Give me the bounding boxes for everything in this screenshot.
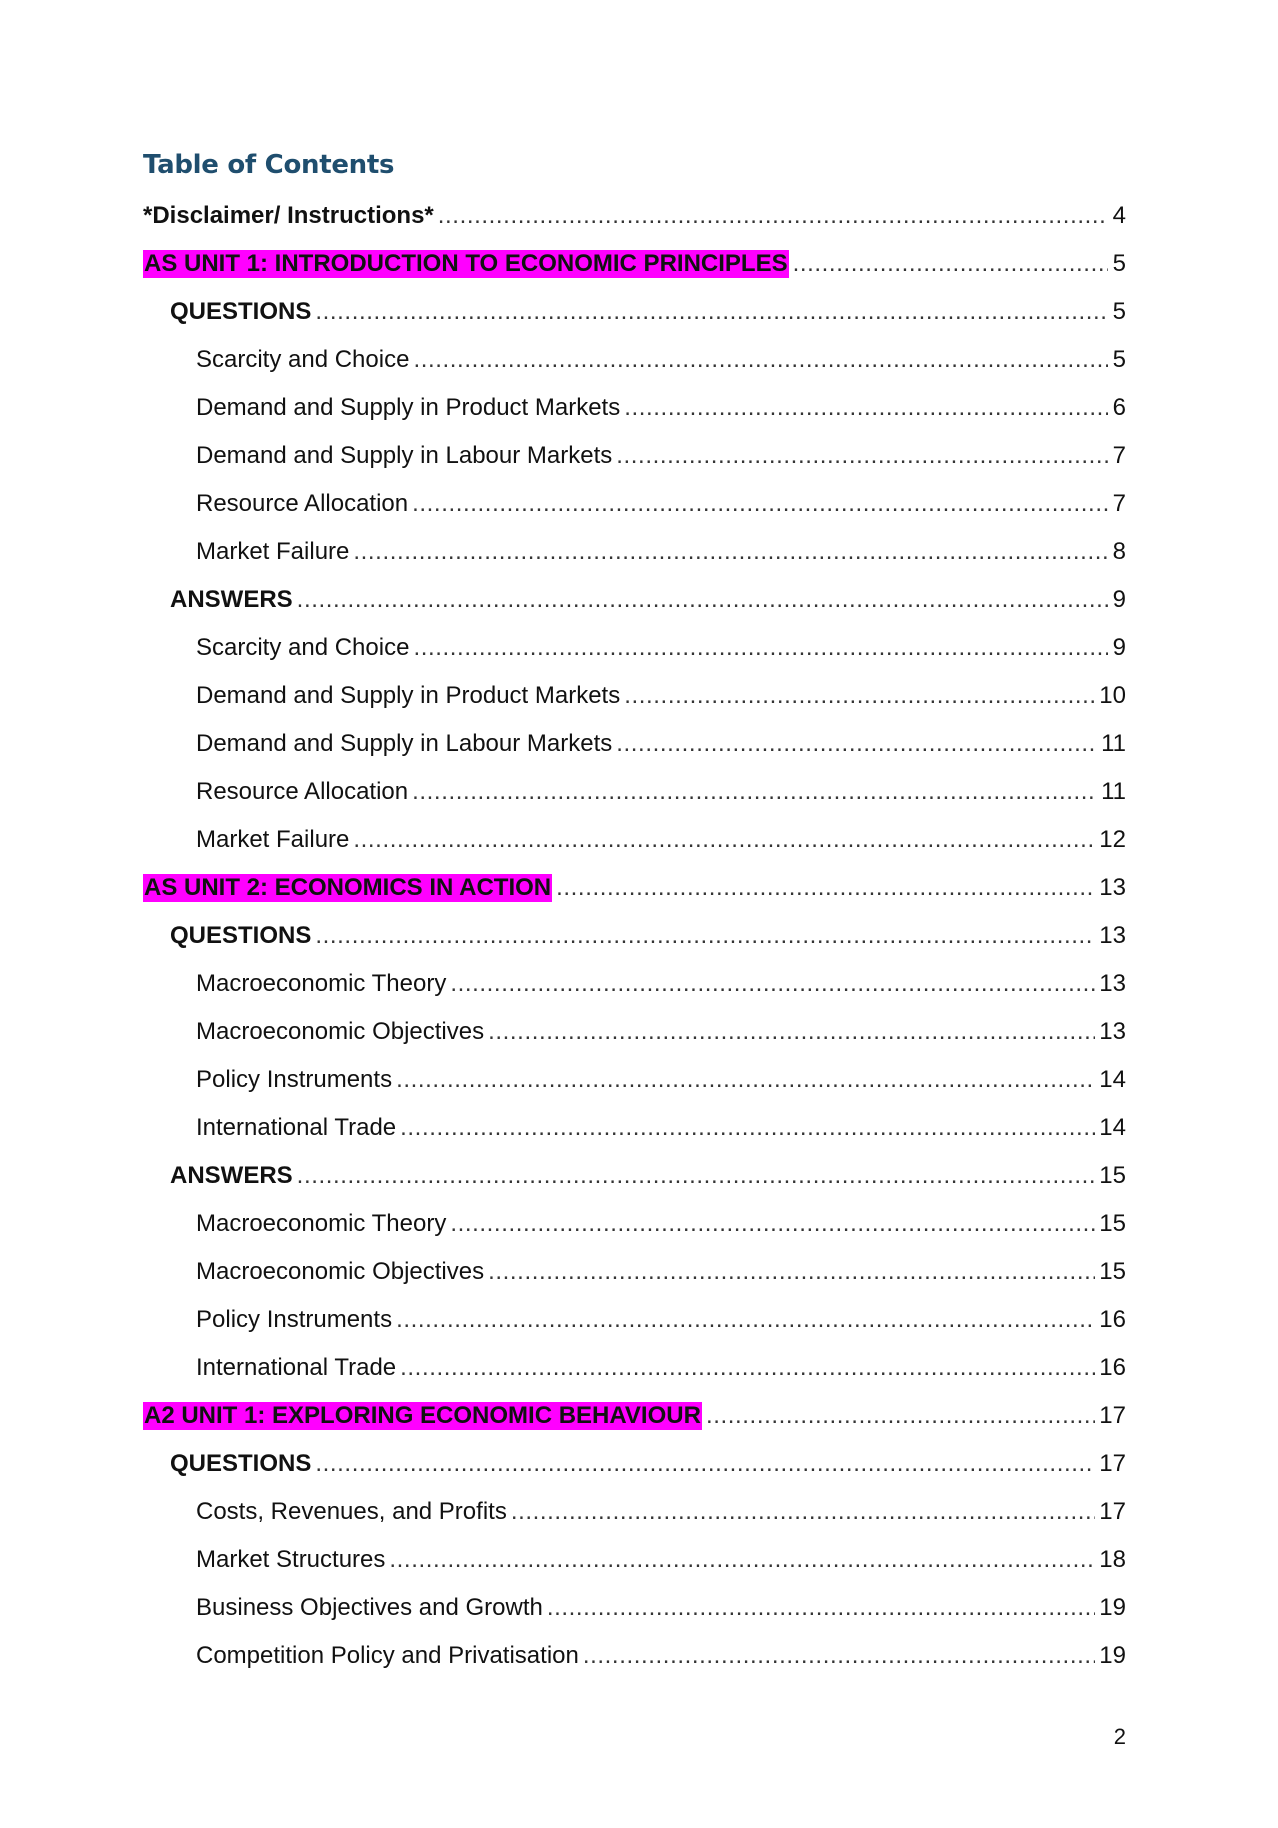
dot-leader [412,490,1108,518]
toc-entry-page: 9 [1112,634,1126,661]
toc-entry-page: 18 [1099,1546,1126,1573]
toc-entry[interactable] [143,1008,1126,1056]
toc-entry[interactable] [143,768,1126,816]
toc-entry[interactable] [143,1488,1126,1536]
toc-entry-label: QUESTIONS [170,1450,312,1477]
toc-entry-page: 14 [1099,1114,1126,1141]
toc-entry[interactable] [143,480,1126,528]
toc-entry-page: 7 [1112,442,1126,469]
toc-entry-questions[interactable] [143,912,1126,960]
toc-entry-disclaimer[interactable] [143,192,1126,240]
dot-leader [616,730,1097,758]
toc-entry-label: Demand and Supply in Labour Markets [196,442,613,469]
page-number: 2 [1113,1724,1126,1749]
toc-entry-page: 13 [1099,970,1126,997]
toc-entry[interactable] [143,1632,1126,1680]
page-title: Table of Contents [143,150,395,180]
toc-entry-page: 7 [1112,490,1126,517]
toc-entry-a2-unit-1[interactable] [143,1392,1126,1440]
toc-entry-label: Policy Instruments [196,1306,393,1333]
toc-entry-label: ANSWERS [170,1162,293,1189]
toc-entry-page: 9 [1112,586,1126,613]
toc-entry[interactable] [143,1104,1126,1152]
toc-entry-label: Scarcity and Choice [196,634,410,661]
toc-entry-page: 16 [1099,1354,1126,1381]
toc-entry-page: 4 [1112,202,1126,229]
toc-entry-label: Business Objectives and Growth [196,1594,543,1621]
toc-entry-label: Market Failure [196,538,350,565]
dot-leader [583,1642,1095,1670]
toc-entry-page: 13 [1099,874,1126,901]
toc-entry[interactable] [143,1248,1126,1296]
toc-entry[interactable] [143,1056,1126,1104]
toc-entry-page: 19 [1099,1594,1126,1621]
toc-entry[interactable] [143,672,1126,720]
toc-entry-label: *Disclaimer/ Instructions* [143,202,434,229]
toc-entry-page: 5 [1112,250,1126,277]
toc-entry-label: Scarcity and Choice [196,346,410,373]
toc-entry-page: 16 [1099,1306,1126,1333]
toc-entry-as-unit-2[interactable] [143,864,1126,912]
dot-leader [616,442,1108,470]
dot-leader [488,1258,1095,1286]
toc-entry-label: International Trade [196,1354,397,1381]
toc-entry[interactable] [143,1296,1126,1344]
toc-entry-questions[interactable] [143,1440,1126,1488]
toc-entry[interactable] [143,528,1126,576]
toc-entry-page: 14 [1099,1066,1126,1093]
toc-entry-page: 5 [1112,346,1126,373]
toc-entry[interactable] [143,432,1126,480]
toc-entry-page: 13 [1099,922,1126,949]
toc-entry-page: 11 [1101,730,1126,757]
toc-entry-page: 15 [1099,1210,1126,1237]
toc-entry-answers[interactable] [143,1152,1126,1200]
toc-entry-label: Resource Allocation [196,490,409,517]
dot-leader [413,346,1108,374]
toc-entry-page: 15 [1099,1162,1126,1189]
toc-entry-as-unit-1[interactable] [143,240,1126,288]
toc-entry-label: Resource Allocation [196,778,409,805]
toc-entry-label: Market Structures [196,1546,386,1573]
toc-entry[interactable] [143,336,1126,384]
toc-entry-answers[interactable] [143,576,1126,624]
dot-leader [315,922,1095,950]
toc-entry-label: Demand and Supply in Product Markets [196,682,621,709]
dot-leader [353,826,1095,854]
dot-leader [400,1354,1095,1382]
toc-entry-label: Demand and Supply in Product Markets [196,394,621,421]
toc-entry-label: Competition Policy and Privatisation [196,1642,579,1669]
toc-entry-page: 13 [1099,1018,1126,1045]
dot-leader [488,1018,1095,1046]
toc-entry[interactable] [143,1344,1126,1392]
dot-leader [389,1546,1095,1574]
dot-leader [413,634,1108,662]
toc-entry[interactable] [143,1536,1126,1584]
dot-leader [450,970,1095,998]
toc-entry[interactable] [143,816,1126,864]
dot-leader [315,298,1108,326]
toc-entry-label: AS UNIT 2: ECONOMICS IN ACTION [144,874,552,901]
toc-entry[interactable] [143,960,1126,1008]
toc-entry-label: Market Failure [196,826,350,853]
toc-entry-page: 12 [1099,826,1126,853]
dot-leader [297,586,1108,614]
toc-entry-questions[interactable] [143,288,1126,336]
toc-entry[interactable] [143,1200,1126,1248]
dot-leader [353,538,1108,566]
dot-leader [624,682,1095,710]
toc-entry[interactable] [143,624,1126,672]
toc-entry-page: 6 [1112,394,1126,421]
toc-entry-label: A2 UNIT 1: EXPLORING ECONOMIC BEHAVIOUR [144,1402,701,1429]
dot-leader [438,202,1108,230]
toc-entry-page: 17 [1099,1498,1126,1525]
dot-leader [624,394,1108,422]
dot-leader [396,1066,1095,1094]
dot-leader [396,1306,1095,1334]
toc-entry[interactable] [143,720,1126,768]
toc-entry-page: 5 [1112,298,1126,325]
toc-entry-label: Macroeconomic Objectives [196,1018,485,1045]
dot-leader [315,1450,1095,1478]
toc-entry-label: International Trade [196,1114,397,1141]
dot-leader [412,778,1097,806]
toc-entry-page: 17 [1099,1450,1126,1477]
toc-entry-label: Macroeconomic Theory [196,970,447,997]
dot-leader [793,250,1108,278]
dot-leader [400,1114,1095,1142]
toc-entry-page: 17 [1099,1402,1126,1429]
toc-entry-label: QUESTIONS [170,922,312,949]
toc-entry-label: Costs, Revenues, and Profits [196,1498,507,1525]
toc-entry[interactable] [143,384,1126,432]
toc-entry-label: Demand and Supply in Labour Markets [196,730,613,757]
toc-entry-label: AS UNIT 1: INTRODUCTION TO ECONOMIC PRINCIPLES [144,250,788,277]
toc-entry-page: 19 [1099,1642,1126,1669]
dot-leader [706,1402,1095,1430]
toc-entry-label: Macroeconomic Objectives [196,1258,485,1285]
toc-entry-page: 15 [1099,1258,1126,1285]
dot-leader [556,874,1095,902]
toc-entry-page: 11 [1101,778,1126,805]
dot-leader [547,1594,1095,1622]
toc-entry-label: Macroeconomic Theory [196,1210,447,1237]
toc-entry-page: 8 [1112,538,1126,565]
toc-entry-label: ANSWERS [170,586,293,613]
toc-entry-label: Policy Instruments [196,1066,393,1093]
dot-leader [511,1498,1095,1526]
toc-entry-page: 10 [1099,682,1126,709]
table-of-contents [143,192,1126,1680]
dot-leader [450,1210,1095,1238]
toc-entry-label: QUESTIONS [170,298,312,325]
dot-leader [297,1162,1096,1190]
toc-entry[interactable] [143,1584,1126,1632]
